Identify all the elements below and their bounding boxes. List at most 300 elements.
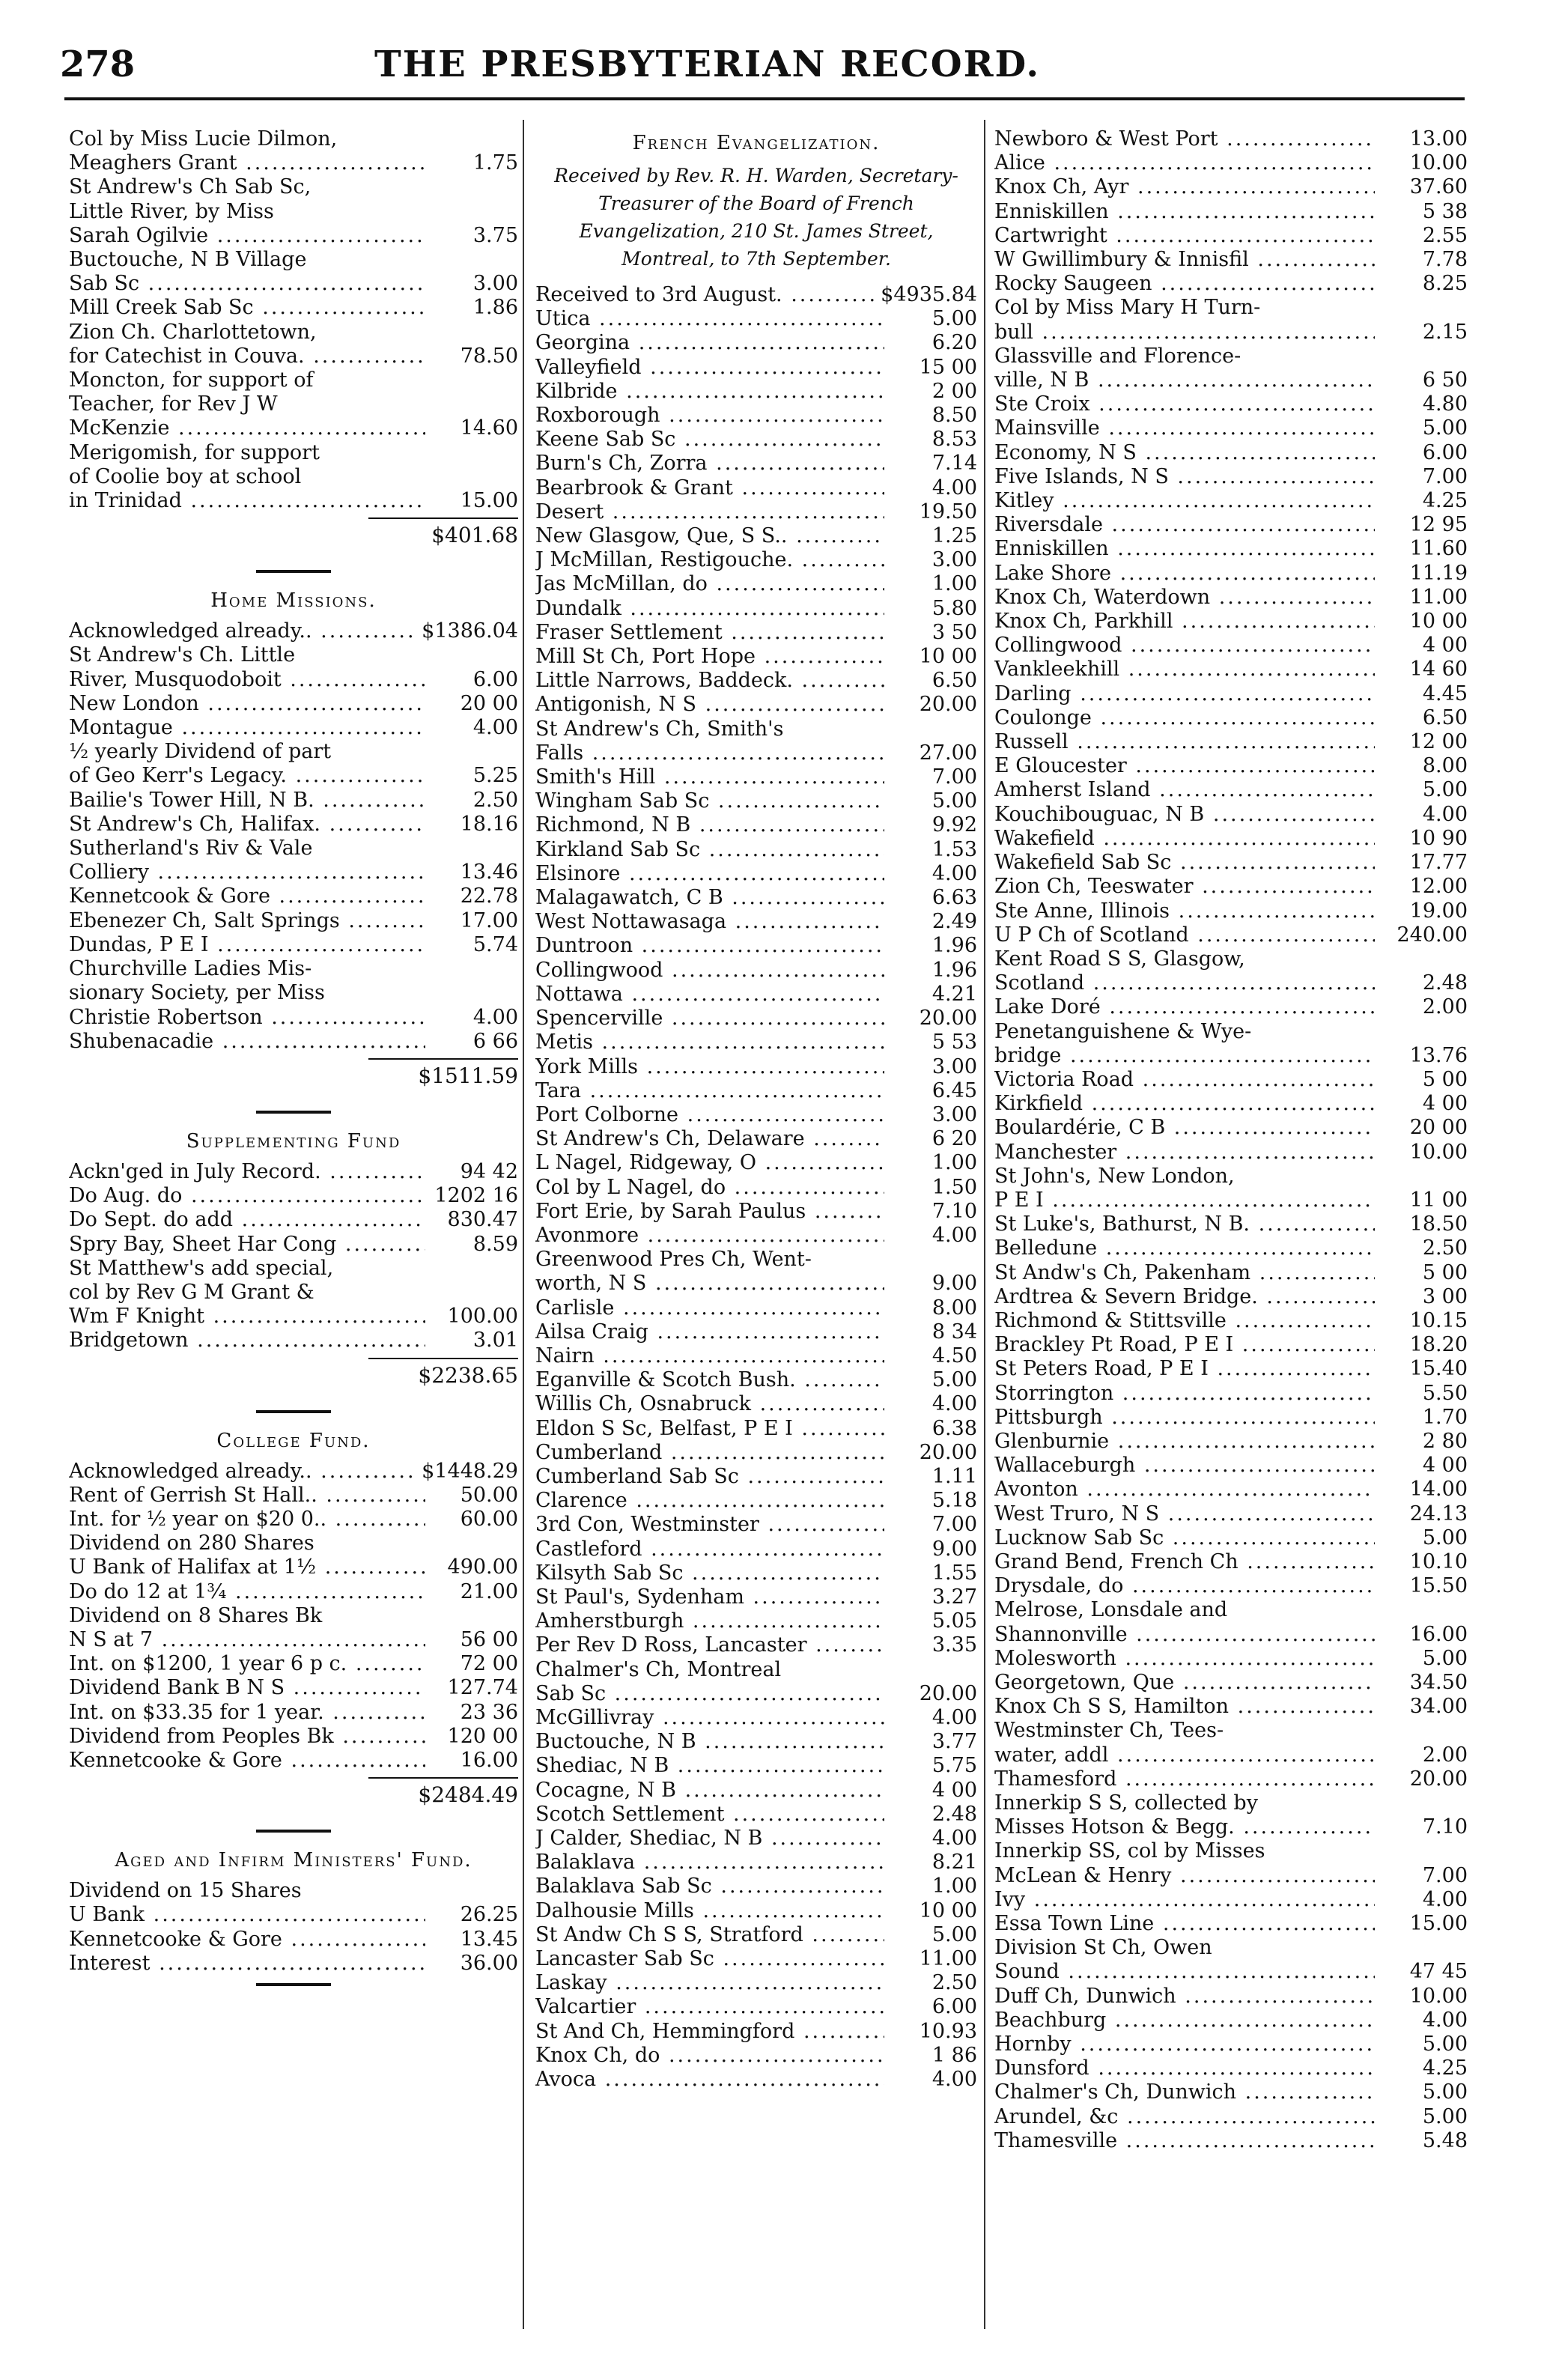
entry-amount: 7.00 (931, 1513, 977, 1537)
entry-amount: 5 00 (1422, 1260, 1468, 1284)
entry-name: Arundel, &c ..... (994, 2105, 1375, 2129)
entry-amount: 15.40 (1409, 1357, 1468, 1381)
entry-amount: 5.75 (931, 1754, 977, 1778)
sum-rule (368, 1358, 518, 1359)
ledger-entry (535, 1585, 977, 1609)
ledger-entry (69, 416, 518, 440)
ledger-entry (69, 1652, 518, 1676)
entry-name: Shediac, N B ..... (535, 1754, 884, 1778)
ledger-entry (535, 548, 977, 572)
entry-amount: 8.50 (931, 404, 977, 428)
entry-amount: 20.00 (1409, 1767, 1468, 1791)
section-total: $401.68 (431, 523, 518, 548)
entry-name: Antigonish, N S ..... (535, 693, 884, 717)
ledger-entry (535, 838, 977, 862)
entry-amount: 12 95 (1409, 513, 1468, 537)
ledger-entry (994, 392, 1468, 416)
entry-amount: 15 00 (919, 355, 977, 379)
entry-name: worth, N S ..... (535, 1272, 884, 1296)
entry-name: Sutherland's Riv & Vale (69, 837, 313, 860)
ledger-entry (69, 1460, 518, 1484)
ledger-entry (535, 1055, 977, 1079)
ledger-entry (994, 1141, 1468, 1165)
ledger-entry (994, 127, 1468, 151)
entry-amount: 11.19 (1409, 561, 1468, 585)
ledger-entry (535, 404, 977, 428)
entry-amount: 5.00 (1422, 2104, 1468, 2128)
entry-amount: 2.48 (1422, 971, 1468, 995)
entry-name: Little Narrows, Baddeck. ..... (535, 669, 884, 693)
entry-amount: 3.77 (931, 1730, 977, 1754)
entry-name: Ebenezer Ch, Salt Springs ..... (69, 909, 425, 933)
entry-amount: 20.00 (919, 693, 977, 717)
ledger-entry (69, 1484, 518, 1508)
entry-amount: 22.78 (460, 884, 518, 908)
entry-amount: 5.18 (931, 1489, 977, 1513)
section-divider (256, 1111, 331, 1114)
ledger-entry (535, 1272, 977, 1296)
entry-name: Collingwood ..... (994, 634, 1375, 658)
ledger-entry (994, 562, 1468, 586)
entry-name: Thamesford ..... (994, 1767, 1375, 1791)
entry-amount: 24.13 (1409, 1502, 1468, 1526)
ledger-entry (994, 489, 1468, 513)
ledger-entry (994, 513, 1468, 537)
section-divider (256, 1410, 331, 1413)
ledger-entry (535, 1947, 977, 1971)
ledger-entry (994, 851, 1468, 875)
ledger-entry (69, 1006, 518, 1030)
entry-amount: 26.25 (460, 1903, 518, 1927)
entry-name: Int. on $1200, 1 year 6 p c. ..... (69, 1652, 425, 1676)
entry-amount: 5 00 (1422, 1067, 1468, 1091)
entry-amount: 5.00 (931, 1368, 977, 1392)
entry-name: Utica ..... (535, 307, 884, 331)
ledger-entry (535, 621, 977, 645)
entry-name: Avoca ..... (535, 2068, 884, 2092)
entry-amount: 20.00 (919, 1681, 977, 1705)
entry-amount: 3 00 (1422, 1284, 1468, 1308)
ledger-entry (994, 778, 1468, 802)
ledger-entry (994, 658, 1468, 681)
entry-amount: 4.00 (472, 716, 518, 740)
entry-name: Ackn'ged in July Record. ..... (69, 1160, 425, 1184)
entry-name: col by Rev G M Grant & (69, 1280, 314, 1304)
ledger-entry (994, 1598, 1468, 1622)
ledger-entry (69, 1281, 518, 1305)
ledger-entry (69, 692, 518, 716)
entry-amount: 36.00 (460, 1951, 518, 1975)
ledger-entry (994, 610, 1468, 634)
entry-name: Kent Road S S, Glasgow, (994, 947, 1245, 971)
entry-name: Int. for ½ year on $20 0.. ..... (69, 1508, 425, 1531)
entry-name: Glassville and Florence- (994, 344, 1241, 368)
entry-amount: 2.55 (1422, 223, 1468, 247)
ledger-entry (994, 1695, 1468, 1719)
entry-name: Amherst Island ..... (994, 778, 1375, 802)
ledger-entry (535, 1417, 977, 1441)
ledger-entry (994, 947, 1468, 971)
entry-amount: 20 00 (1409, 1116, 1468, 1140)
entry-amount: 9.00 (931, 1537, 977, 1561)
ledger-entry (994, 441, 1468, 465)
entry-name: Molesworth ..... (994, 1647, 1375, 1671)
entry-name: Wakefield Sab Sc ..... (994, 851, 1375, 875)
entry-name: of Coolie boy at school (69, 464, 302, 488)
entry-name: Buctouche, N B ..... (535, 1730, 884, 1754)
ledger-entry (994, 175, 1468, 199)
entry-name: Innerkip S S, collected by (994, 1791, 1258, 1815)
ledger-entry (535, 1995, 977, 2019)
entry-name: Greenwood Pres Ch, Went- (535, 1248, 812, 1272)
ledger-entry (69, 465, 518, 489)
ledger-entry (994, 1719, 1468, 1743)
entry-name: Storrington ..... (994, 1382, 1375, 1406)
entry-name: Christie Robertson ..... (69, 1006, 425, 1030)
entry-amount: 16.00 (460, 1748, 518, 1772)
entry-name: Sab Sc ..... (69, 272, 425, 296)
entry-amount: 12 00 (1409, 730, 1468, 754)
entry-name: U Bank of Halifax at 1½ ..... (69, 1555, 425, 1579)
ledger-entry (69, 1233, 518, 1257)
ledger-entry (69, 764, 518, 788)
ledger-entry (994, 634, 1468, 658)
ledger-entry (994, 2033, 1468, 2056)
entry-name: Scotland ..... (994, 971, 1375, 995)
entry-name: Jas McMillan, do ..... (535, 572, 884, 596)
entry-name: Teacher, for Rev J W (69, 392, 278, 416)
entry-amount: 4.00 (1422, 802, 1468, 826)
entry-amount: 1 86 (931, 2043, 977, 2067)
entry-amount: 4.00 (931, 1827, 977, 1850)
entry-name: Merigomish, for support (69, 440, 320, 464)
entry-amount: 6.00 (472, 667, 518, 691)
entry-name: Kennetcook & Gore ..... (69, 884, 425, 908)
ledger-entry (535, 669, 977, 693)
ledger-entry (535, 789, 977, 813)
entry-amount: 3.00 (931, 548, 977, 572)
entry-name: Dundas, P E I ..... (69, 933, 425, 957)
entry-amount: $1386.04 (422, 619, 518, 643)
ledger-entry (69, 1928, 518, 1952)
ledger-entry (994, 248, 1468, 272)
entry-amount: 78.50 (460, 344, 518, 368)
entry-name: Malagawatch, C B ..... (535, 886, 884, 910)
entry-name: St Peters Road, P E I ..... (994, 1357, 1375, 1381)
ledger-entry (994, 1261, 1468, 1285)
ledger-entry (535, 1441, 977, 1465)
entry-name: sionary Society, per Miss (69, 981, 325, 1005)
entry-name: Victoria Road ..... (994, 1068, 1375, 1092)
ledger-entry (994, 682, 1468, 706)
entry-amount: 1.25 (931, 524, 977, 548)
entry-name: Richmond, N B ..... (535, 813, 884, 837)
entry-name: ½ yearly Dividend of part (69, 740, 332, 764)
ledger-entry (535, 1489, 977, 1513)
ledger-entry (535, 2044, 977, 2068)
ledger-entry (535, 1827, 977, 1851)
sum-rule (368, 1777, 518, 1779)
entry-name: Spencerville ..... (535, 1007, 884, 1030)
entry-amount: 6 66 (472, 1029, 518, 1053)
entry-name: Sound ..... (994, 1960, 1375, 1984)
entry-name: St Paul's, Sydenham ..... (535, 1585, 884, 1609)
ledger-entry (535, 1899, 977, 1923)
ledger-entry (69, 1160, 518, 1184)
entry-amount: 10.93 (919, 2019, 977, 2043)
entry-amount: 1.55 (931, 1561, 977, 1585)
ledger-entry (535, 452, 977, 476)
entry-name: Beachburg ..... (994, 2009, 1375, 2033)
entry-amount: 20.00 (919, 1440, 977, 1464)
entry-amount: 1.11 (931, 1464, 977, 1488)
entry-amount: 1.00 (931, 1874, 977, 1898)
entry-name: West Truro, N S ..... (994, 1502, 1375, 1526)
entry-amount: 2 80 (1422, 1429, 1468, 1453)
entry-name: Hornby ..... (994, 2033, 1375, 2056)
ledger-entry (69, 1580, 518, 1604)
ledger-entry (535, 307, 977, 331)
entry-name: Drysdale, do ..... (994, 1574, 1375, 1598)
entry-amount: 4.00 (931, 861, 977, 885)
ledger-entry (994, 1767, 1468, 1791)
entry-amount: 5.00 (931, 789, 977, 813)
entry-amount: 5.00 (1422, 2033, 1468, 2056)
ledger-entry (69, 489, 518, 513)
ledger-entry (535, 886, 977, 910)
ledger-entry (69, 1879, 518, 1903)
ledger-entry (994, 537, 1468, 561)
ledger-entry (535, 380, 977, 404)
entry-name: Mill St Ch, Port Hope ..... (535, 645, 884, 669)
entry-name: Essa Town Line ..... (994, 1912, 1375, 1936)
entry-name: Ste Anne, Illinois ..... (994, 899, 1375, 923)
ledger-entry (69, 643, 518, 667)
entry-name: Fort Erie, by Sarah Paulus ..... (535, 1200, 884, 1224)
ledger-entry (69, 1903, 518, 1927)
entry-amount: $4935.84 (881, 283, 977, 306)
entry-name: St Andrew's Ch, Smith's (535, 717, 784, 741)
entry-amount: 2.15 (1422, 320, 1468, 344)
entry-name: Castleford ..... (535, 1537, 884, 1561)
ledger-entry (994, 272, 1468, 296)
entry-amount: 11.60 (1409, 537, 1468, 561)
entry-name: Smith's Hill ..... (535, 765, 884, 789)
ledger-entry (69, 1329, 518, 1353)
ledger-entry (535, 765, 977, 789)
entry-amount: 6.45 (931, 1078, 977, 1102)
entry-amount: 11 00 (1409, 1188, 1468, 1212)
ledger-entry (994, 1839, 1468, 1863)
ledger-entry (994, 923, 1468, 947)
ledger-entry (994, 1671, 1468, 1695)
entry-name: Int. on $33.35 for 1 year. ..... (69, 1701, 425, 1725)
entry-amount: 20 00 (460, 691, 518, 715)
entry-name: Newboro & West Port ..... (994, 127, 1375, 151)
ledger-entry (69, 837, 518, 860)
column-middle (535, 127, 977, 2092)
entry-name: Coulonge ..... (994, 706, 1375, 730)
entry-name: Desert ..... (535, 500, 884, 524)
ledger-entry (994, 2080, 1468, 2104)
entry-amount: 2.48 (931, 1802, 977, 1826)
entry-name: Cumberland Sab Sc ..... (535, 1465, 884, 1489)
entry-name: J McMillan, Restigouche. ..... (535, 548, 884, 572)
entry-name: Willis Ch, Osnabruck ..... (535, 1392, 884, 1416)
ledger-entry (994, 1936, 1468, 1960)
entry-name: P E I ..... (994, 1189, 1375, 1212)
header-rule (64, 97, 1465, 100)
entry-name: Do Sept. do add ..... (69, 1208, 425, 1232)
ledger-entry (535, 693, 977, 717)
entry-amount: 47 45 (1409, 1960, 1468, 1984)
entry-name: of Geo Kerr's Legacy. ..... (69, 764, 425, 788)
entry-name: St Matthew's add special, (69, 1256, 334, 1280)
entry-name: Keene Sab Sc ..... (535, 428, 884, 452)
ledger-entry (535, 1851, 977, 1874)
entry-name: Dividend on 8 Shares Bk (69, 1603, 323, 1627)
entry-amount: 2 00 (931, 379, 977, 403)
entry-name: Carlisle ..... (535, 1296, 884, 1320)
ledger-entry (535, 331, 977, 355)
entry-amount: 240.00 (1396, 923, 1468, 947)
entry-name: Sarah Ogilvie ..... (69, 224, 425, 248)
entry-name: water, addl ..... (994, 1743, 1375, 1767)
entry-name: Lake Doré ..... (994, 995, 1375, 1019)
entry-name: in Trinidad ..... (69, 489, 425, 513)
entry-amount: 6.20 (931, 331, 977, 355)
entry-amount: 6.00 (1422, 440, 1468, 464)
entry-name: Dunsford ..... (994, 2056, 1375, 2080)
ledger-entry (994, 1189, 1468, 1212)
entry-amount: 4.00 (472, 1005, 518, 1029)
entry-name: Acknowledged already.. ..... (69, 1460, 417, 1484)
ledger-entry (994, 416, 1468, 440)
entry-amount: 120 00 (447, 1724, 518, 1748)
entry-name: Penetanguishene & Wye- (994, 1019, 1252, 1043)
ledger-entry (994, 368, 1468, 392)
entry-name: Ailsa Craig ..... (535, 1320, 884, 1344)
ledger-entry (994, 151, 1468, 175)
ledger-entry (535, 1248, 977, 1272)
entry-name: Bailie's Tower Hill, N B. ..... (69, 789, 425, 813)
ledger-entry (994, 1382, 1468, 1406)
entry-name: Alice ..... (994, 151, 1375, 175)
entry-amount: 13.46 (460, 860, 518, 884)
entry-amount: 5.50 (1422, 1381, 1468, 1405)
entry-name: West Nottawasaga ..... (535, 910, 884, 934)
entry-name: Amherstburgh ..... (535, 1609, 884, 1633)
entry-amount: 4.00 (1422, 1887, 1468, 1911)
entry-amount: 1.50 (931, 1175, 977, 1199)
ledger-entry (535, 1537, 977, 1561)
entry-name: Kirkfield ..... (994, 1092, 1375, 1116)
entry-amount: 50.00 (460, 1483, 518, 1507)
ledger-entry (994, 2056, 1468, 2080)
entry-name: Richmond & Stittsville ..... (994, 1309, 1375, 1333)
entry-name: Chalmer's Ch, Montreal (535, 1657, 782, 1681)
entry-amount: 4 00 (1422, 634, 1468, 658)
ledger-entry (535, 717, 977, 741)
entry-name: 3rd Con, Westminster ..... (535, 1513, 884, 1537)
entry-amount: 3.27 (931, 1585, 977, 1609)
ledger-entry (535, 1923, 977, 1947)
entry-amount: 1.86 (472, 296, 518, 320)
entry-name: Vankleekhill ..... (994, 658, 1375, 681)
page-number: 278 (60, 43, 136, 85)
ledger-entry (994, 754, 1468, 778)
entry-name: Russell ..... (994, 730, 1375, 754)
entry-name: Shannonville ..... (994, 1623, 1375, 1647)
ledger-entry (69, 321, 518, 344)
entry-amount: 3.00 (931, 1054, 977, 1078)
entry-amount: 17.00 (460, 908, 518, 932)
entry-amount: 8 34 (931, 1320, 977, 1344)
ledger-entry (69, 1555, 518, 1579)
ledger-entry (69, 668, 518, 692)
entry-amount: 34.50 (1409, 1671, 1468, 1694)
entry-amount: 12.00 (1409, 875, 1468, 899)
entry-name: Grand Bend, French Ch ..... (994, 1550, 1375, 1574)
ledger-entry (69, 740, 518, 764)
entry-amount: 7.10 (1422, 1815, 1468, 1839)
entry-amount: 1.96 (931, 934, 977, 958)
entry-name: Knox Ch, do ..... (535, 2044, 884, 2068)
ledger-entry (994, 1020, 1468, 1044)
entry-name: Chalmer's Ch, Dunwich ..... (994, 2080, 1375, 2104)
entry-amount: 1.53 (931, 837, 977, 861)
entry-name: Avonton ..... (994, 1478, 1375, 1502)
section-title: Aged and Infirm Ministers' Fund. (115, 1849, 472, 1872)
ledger-entry (69, 1701, 518, 1725)
entry-name: Buctouche, N B Village (69, 248, 307, 272)
entry-list (535, 283, 977, 2092)
entry-amount: 37.60 (1409, 175, 1468, 199)
entry-name: Brackley Pt Road, P E I ..... (994, 1333, 1375, 1357)
ledger-entry (994, 1454, 1468, 1478)
ledger-entry (994, 706, 1468, 730)
entry-amount: 10.00 (1409, 151, 1468, 175)
column-divider (984, 120, 985, 2329)
ledger-entry (994, 1357, 1468, 1381)
ledger-entry (535, 2020, 977, 2044)
entry-name: Lancaster Sab Sc ..... (535, 1947, 884, 1971)
entry-name: ville, N B ..... (994, 368, 1375, 392)
ledger-entry (535, 1176, 977, 1200)
entry-name: Balaklava ..... (535, 1851, 884, 1874)
entry-amount: 4.21 (931, 982, 977, 1006)
ledger-entry (994, 1165, 1468, 1189)
entry-amount: 34.00 (1409, 1695, 1468, 1719)
entry-amount: 19.00 (1409, 899, 1468, 923)
entry-name: Knox Ch S S, Hamilton ..... (994, 1695, 1375, 1719)
ledger-entry (69, 392, 518, 416)
entry-name: Dividend from Peoples Bk ..... (69, 1725, 425, 1749)
entry-name: for Catechist in Couva. ..... (69, 344, 425, 368)
entry-amount: 4 00 (931, 1778, 977, 1802)
entry-amount: 2.00 (1422, 995, 1468, 1019)
entry-amount: 1.70 (1422, 1405, 1468, 1429)
ledger-entry (535, 1079, 977, 1103)
entry-list (69, 1160, 518, 1353)
entry-name: Kilbride ..... (535, 380, 884, 404)
entry-name: Little River, by Miss (69, 199, 274, 223)
ledger-entry (994, 200, 1468, 224)
entry-amount: 8.00 (931, 1296, 977, 1320)
entry-amount: 19.50 (919, 500, 977, 523)
ledger-entry (535, 1633, 977, 1657)
entry-amount: 23 36 (460, 1700, 518, 1724)
